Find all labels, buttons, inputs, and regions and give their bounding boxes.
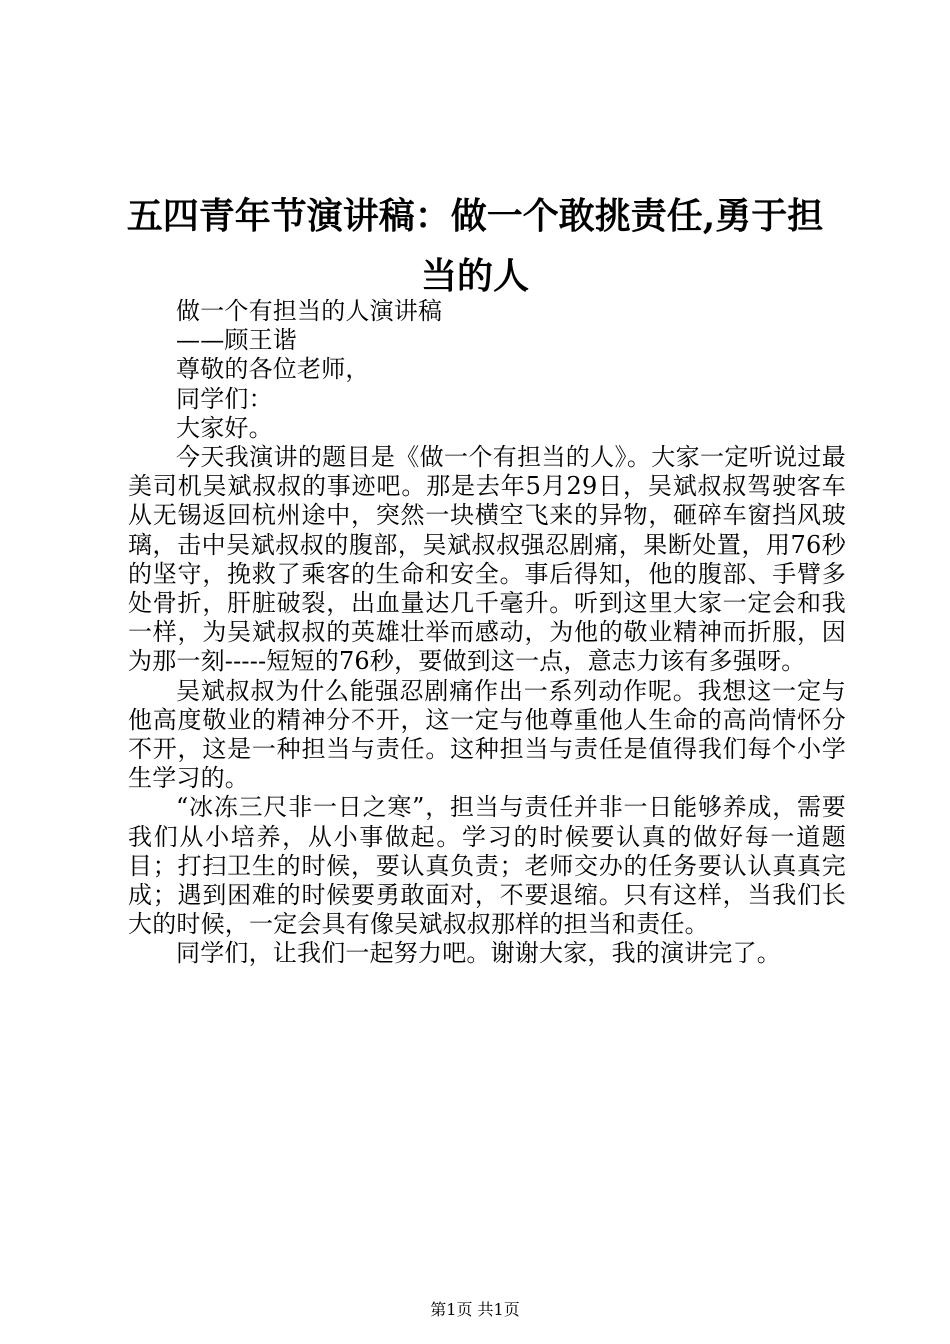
speech-author: ——顾王谐 [176, 326, 297, 355]
body-paragraph: 今天我演讲的题目是《做一个有担当的人》。大家一定听说过最美司机吴斌叔叔的事迹吧。那是去年5月29日，吴斌叔叔驾驶客车从无锡返回杭州途中，突然一块横空飞来的异物，砸碎车窗挡风玻璃，击中吴斌叔叔的腹部，吴斌叔叔强忍剧痛，果断处置，用76秒的坚守，挽救了乘客的生命和安全。事后得知，他的腹部、手臂多处骨折，肝脏破裂，出血量达几千毫升。听到这里大家一定会和我一样，为吴斌叔叔的英雄壮举而感动，为他的敬业精神而折服，因为那一刻-----短短的76秒，要做到这一点，意志力该有多强呀。 [128, 443, 846, 676]
page-title: 五四青年节演讲稿：做一个敢挑责任,勇于担当的人 [126, 195, 824, 297]
page-footer: 第1页 共1页 [430, 1300, 520, 1319]
greeting-students: 同学们： [176, 384, 273, 413]
document-body [128, 297, 846, 969]
closing-paragraph: 同学们，让我们一起努力吧。谢谢大家，我的演讲完了。 [176, 939, 781, 968]
body-paragraph: 吴斌叔叔为什么能强忍剧痛作出一系列动作呢。我想这一定与他高度敬业的精神分不开，这一定与他尊重他人生命的高尚情怀分不开，这是一种担当与责任。这种担当与责任是值得我们每个小学生学习的。 [128, 676, 846, 793]
speech-heading: 做一个有担当的人演讲稿 [176, 297, 443, 325]
greeting-teachers: 尊敬的各位老师， [176, 355, 370, 384]
greeting-hello: 大家好。 [176, 413, 273, 442]
body-paragraph: “冰冻三尺非一日之寒”，担当与责任并非一日能够养成，需要我们从小培养，从小事做起。学习的时候要认真的做好每一道题目；打扫卫生的时候，要认真负责；老师交办的任务要认认真真完成；遇到困难的时候要勇敢面对，不要退缩。只有这样，当我们长大的时候，一定会具有像吴斌叔叔那样的担当和责任。 [128, 793, 846, 939]
